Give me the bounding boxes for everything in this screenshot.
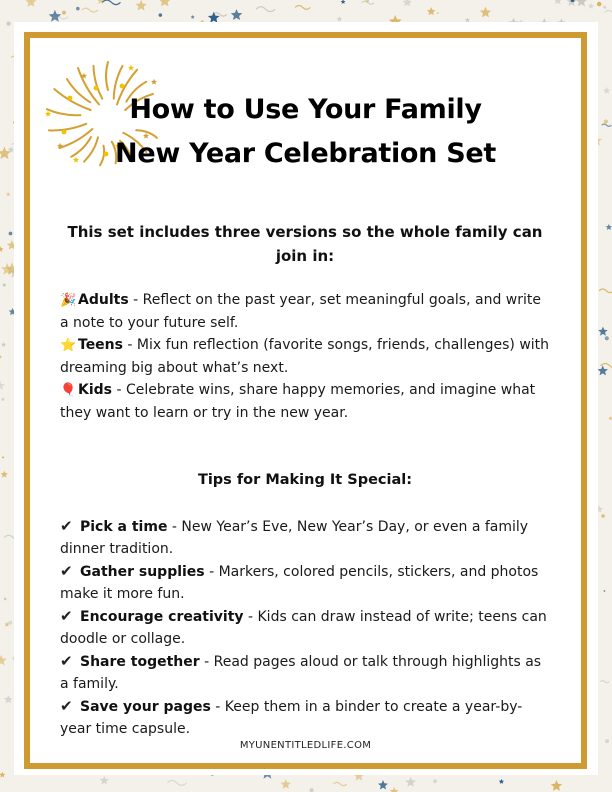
confetti-dot — [76, 7, 80, 11]
confetti-star — [341, 0, 346, 4]
confetti-star — [6, 192, 10, 196]
tip-description: - Read pages aloud or talk through highlights as a family. — [60, 654, 542, 692]
confetti-star — [405, 777, 416, 787]
tip-item — [60, 560, 550, 605]
confetti-streamer — [334, 782, 347, 785]
tip-item — [60, 515, 550, 560]
confetti-star — [136, 0, 147, 10]
confetti-star — [480, 7, 491, 18]
confetti-star — [378, 780, 388, 790]
title-line-2: New Year Celebration Set — [115, 138, 496, 169]
party-popper-icon: 🎉 — [60, 293, 77, 308]
tip-label: Gather supplies — [80, 564, 205, 580]
checkmark-icon: ✔ — [60, 562, 73, 580]
confetti-star — [100, 776, 109, 785]
version-label: Adults — [78, 292, 129, 308]
checkmark-icon: ✔ — [60, 607, 73, 625]
confetti-star — [1, 471, 8, 478]
tip-description: - Kids can draw instead of write; teens can doodle or collage. — [60, 609, 547, 647]
versions-list — [60, 289, 550, 424]
tip-item — [60, 605, 550, 650]
confetti-star — [551, 780, 563, 791]
star-icon: ⭐ — [60, 338, 77, 353]
confetti-dot — [437, 12, 439, 14]
confetti-streamer — [256, 7, 275, 12]
confetti-star — [427, 7, 436, 15]
balloon-icon: 🎈 — [60, 383, 77, 398]
confetti-streamer — [600, 681, 609, 683]
confetti-streamer — [167, 781, 186, 786]
confetti-star — [499, 779, 504, 784]
version-item-kids — [60, 379, 550, 424]
confetti-star — [0, 655, 7, 666]
tip-label: Share together — [80, 654, 200, 670]
checkmark-icon: ✔ — [60, 517, 73, 535]
footer-website: MYUNENTITLEDLIFE.COM — [239, 740, 372, 751]
confetti-dot — [605, 336, 609, 340]
confetti-star — [0, 147, 11, 160]
confetti-streamer — [602, 124, 612, 126]
confetti-dot — [9, 232, 13, 236]
confetti-dot — [601, 514, 605, 518]
confetti-star — [598, 365, 609, 375]
version-label: Kids — [78, 382, 113, 398]
confetti-star — [337, 16, 343, 22]
confetti-streamer — [295, 6, 310, 10]
confetti-star — [588, 3, 594, 9]
confetti-star — [159, 0, 171, 6]
confetti-star — [603, 87, 610, 94]
confetti-star — [231, 9, 243, 20]
title-line-1: How to Use Your Family — [129, 94, 482, 125]
confetti-dot — [310, 788, 314, 792]
confetti-star — [606, 224, 612, 230]
confetti-star — [26, 0, 37, 7]
confetti-star — [554, 0, 563, 4]
tip-item — [60, 695, 550, 740]
confetti-dot — [604, 590, 606, 592]
version-item-adults — [60, 289, 550, 334]
confetti-dot — [605, 739, 609, 743]
confetti-star — [432, 779, 437, 784]
tip-description: - Markers, colored pencils, stickers, and photos make it more fun. — [60, 564, 539, 602]
version-description: - Reflect on the past year, set meaningful goals, and write a note to your future self. — [60, 292, 541, 331]
version-description: - Mix fun reflection (favorite songs, friends, challenges) with dreaming big about what’s next. — [60, 337, 550, 376]
confetti-star — [49, 10, 62, 22]
confetti-streamer — [599, 289, 612, 293]
version-item-teens — [60, 334, 550, 379]
tip-label: Save your pages — [80, 699, 211, 715]
confetti-star — [390, 787, 399, 792]
firework-ray — [106, 62, 108, 90]
confetti-star — [191, 15, 195, 19]
intro-text: This set includes three versions so the whole family can join in: — [67, 223, 543, 265]
confetti-star — [598, 327, 608, 336]
confetti-dot — [603, 6, 606, 9]
tip-item — [60, 650, 550, 695]
confetti-streamer — [82, 8, 98, 12]
confetti-streamer — [605, 10, 612, 14]
confetti-streamer — [102, 0, 120, 5]
tip-label: Encourage creativity — [80, 609, 244, 625]
tip-label: Pick a time — [80, 519, 168, 535]
tips-list — [60, 515, 550, 740]
checkmark-icon: ✔ — [60, 697, 73, 715]
confetti-star — [0, 772, 5, 778]
confetti-star — [576, 0, 588, 6]
firework-spark — [128, 65, 134, 71]
confetti-star — [402, 0, 411, 6]
confetti-dot — [62, 11, 66, 15]
confetti-star — [2, 283, 7, 287]
confetti-dot — [6, 22, 10, 26]
confetti-star — [4, 695, 13, 703]
firework-spark — [151, 79, 157, 85]
tips-heading: Tips for Making It Special: — [197, 472, 413, 488]
confetti-star — [281, 779, 291, 789]
confetti-star — [0, 381, 5, 390]
checkmark-icon: ✔ — [60, 652, 73, 670]
tip-description: - Keep them in a binder to create a year-by-year time capsule. — [60, 699, 523, 737]
confetti-star — [0, 355, 2, 359]
tip-description: - New Year’s Eve, New Year’s Day, or even a family dinner tradition. — [60, 519, 529, 557]
confetti-dot — [604, 119, 608, 123]
version-description: - Celebrate wins, share happy memories, and imagine what they want to learn or try in the new year. — [60, 382, 536, 421]
confetti-dot — [159, 13, 162, 16]
confetti-dot — [2, 456, 4, 458]
confetti-star — [1, 397, 5, 401]
confetti-dot — [4, 598, 7, 601]
confetti-star — [0, 246, 4, 252]
confetti-star — [1, 342, 7, 347]
version-label: Teens — [78, 337, 123, 353]
confetti-dot — [597, 2, 602, 7]
page-title — [30, 88, 581, 176]
confetti-star — [609, 416, 612, 420]
